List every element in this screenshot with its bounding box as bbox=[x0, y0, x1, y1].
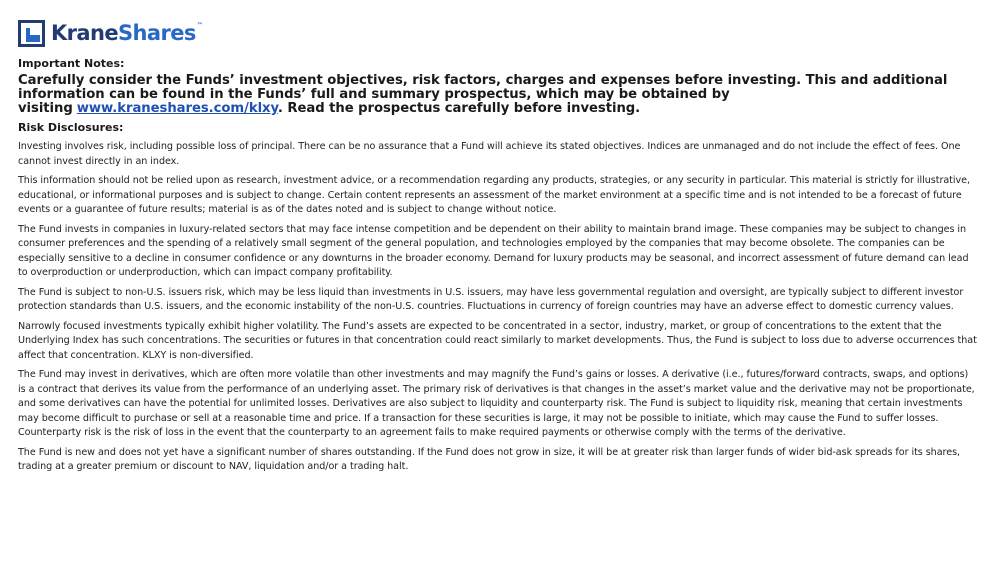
disclosure-content bbox=[18, 57, 978, 480]
logo-wordmark: KraneShares™ bbox=[51, 20, 203, 45]
risk-paragraph: The Fund is new and does not yet have a significant number of shares outstanding. If the Fund does not grow in size, it will be at greater risk than larger funds of wider bid-ask spreads for its shares, trading at a greater premium or discount to NAV, liquidation and/or a trading halt. bbox=[18, 446, 961, 472]
risk-paragraph: The Fund may invest in derivatives, which are often more volatile than other investments and may magnify the Fund’s gains or losses. A derivative (i.e., futures/forward contracts, swaps, and options) is a contract that derives its value from the performance of an underlying asset. The primary risk of derivatives is that changes in the asset’s market value and the derivative may not be proportionate, and some derivatives can have the potential for unlimited losses. Derivatives are also subject to liquidity and counterparty risk. The Fund is subject to liquidity risk, meaning that certain investments may become difficult to purchase or sell at a reasonable time and price. If a transaction for these securities is large, it may not be possible to initiate, which may cause the Fund to suffer losses. Counterparty risk is the risk of loss in the event that the counterparty to an agreement fails to make required payments or otherwise comply with the terms of the derivative. bbox=[18, 369, 975, 438]
risk-paragraph: Investing involves risk, including possible loss of principal. There can be no assurance that a Fund will achieve its stated objectives. Indices are unmanaged and do not include the effect of fees. One cannot invest directly in an index. bbox=[18, 141, 961, 167]
risk-paragraph: Narrowly focused investments typically exhibit higher volatility. The Fund’s assets are expected to be concentrated in a sector, industry, market, or group of concentrations to the extent that the Underlying Index has such concentrations. The securities or futures in that concentration could react similarly to market developments. Thus, the Fund is subject to loss due to adverse occurrences that affect that concentration. KLXY is non-diversified. bbox=[18, 320, 977, 361]
kraneshares-logo bbox=[18, 17, 202, 49]
prospectus-link[interactable]: www.kraneshares.com/klxy bbox=[76, 101, 278, 116]
prospectus-statement: Carefully consider the Funds’ investment objectives, risk factors, charges and expenses before investing. This and additional information can be found in the Funds’ full and summary prospectus, which may be obtained by visiting www.kraneshares.com/klxy. Read the prospectus carefully before investing. bbox=[18, 73, 948, 116]
risk-paragraph: This information should not be relied upon as research, investment advice, or a recommendation regarding any products, strategies, or any security in particular. This material is strictly for illustrative, educational, or informational purposes and is subject to change. Certain content represents an assessment of the market environment at a specific time and is not intended to be a forecast of future events or a guarantee of future results; material is as of the dates noted and is subject to change without notice. bbox=[18, 175, 970, 215]
kraneshares-logo-icon bbox=[18, 20, 45, 47]
risk-paragraph: The Fund invests in companies in luxury-related sectors that may face intense competition and be dependent on their ability to maintain brand image. These companies may be subject to changes in consumer preferences and the spending of a relatively small segment of the general population, and technologies employed by the companies that may become obsolete. The companies can be especially sensitive to a decline in consumer confidence or any downturns in the broader economy. Demand for luxury products may be seasonal, and incorrect assessment of future demand can lead to overproduction or underproduction, which can impact company profitability. bbox=[18, 223, 969, 278]
risk-disclosures-heading: Risk Disclosures: bbox=[18, 121, 124, 134]
important-notes-heading: Important Notes: bbox=[18, 57, 125, 70]
risk-paragraph: The Fund is subject to non-U.S. issuers risk, which may be less liquid than investments in U.S. issuers, may have less governmental regulation and oversight, are typically subject to different investor protection standards than U.S. issuers, and the economic instability of the non-U.S. countries. Fluctuations in currency of foreign countries may have an adverse effect to domestic currency values. bbox=[18, 286, 964, 312]
